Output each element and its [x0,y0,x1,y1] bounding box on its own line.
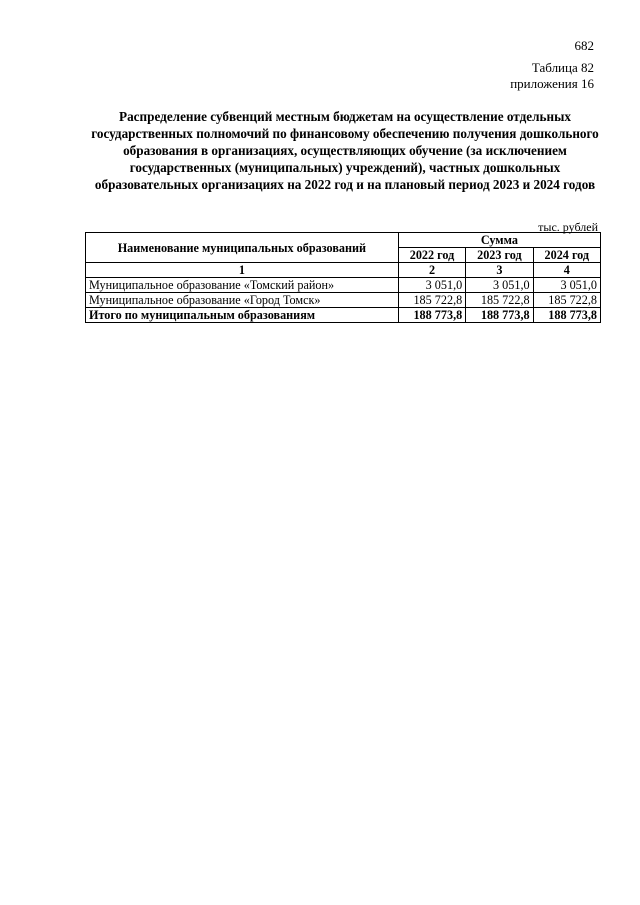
row-name: Муниципальное образование «Город Томск» [86,293,399,308]
column-header-sum: Сумма [398,233,600,248]
total-row [86,308,601,323]
row-value-2023: 3 051,0 [466,278,533,293]
total-value-2023: 188 773,8 [466,308,533,323]
index-row [86,263,601,278]
table-ref-line1: Таблица 82 [531,60,594,75]
column-header-name: Наименование муниципальных образований [86,233,399,263]
table-reference [510,60,594,92]
row-name: Муниципальное образование «Томский район» [86,278,399,293]
index-cell: 4 [533,263,600,278]
index-cell: 1 [86,263,399,278]
column-header-year-2024: 2024 год [533,248,600,263]
unit-label: тыс. рублей [538,220,598,234]
document-title: Распределение субвенций местным бюджетам на осуществление отдельных государственных полномочий по финансовому обеспечению получения дошкольного образования в организациях, осуществляющих обучение (за исключением государственных (муниципальных) учреждений), частных дошкольных образовательных организациях на 2022 год и на плановый период 2023 и 2024 годов [91,109,599,192]
index-cell: 3 [466,263,533,278]
table-row [86,278,601,293]
column-header-year-2023: 2023 год [466,248,533,263]
subvention-table [85,232,601,323]
row-value-2023: 185 722,8 [466,293,533,308]
total-value-2022: 188 773,8 [398,308,465,323]
row-value-2024: 3 051,0 [533,278,600,293]
total-value-2024: 188 773,8 [533,308,600,323]
table-row [86,293,601,308]
page-number: 682 [574,38,594,53]
row-value-2024: 185 722,8 [533,293,600,308]
table-ref-line2: приложения 16 [510,76,594,91]
total-row-name: Итого по муниципальным образованиям [86,308,399,323]
row-value-2022: 185 722,8 [398,293,465,308]
row-value-2022: 3 051,0 [398,278,465,293]
index-cell: 2 [398,263,465,278]
column-header-year-2022: 2022 год [398,248,465,263]
